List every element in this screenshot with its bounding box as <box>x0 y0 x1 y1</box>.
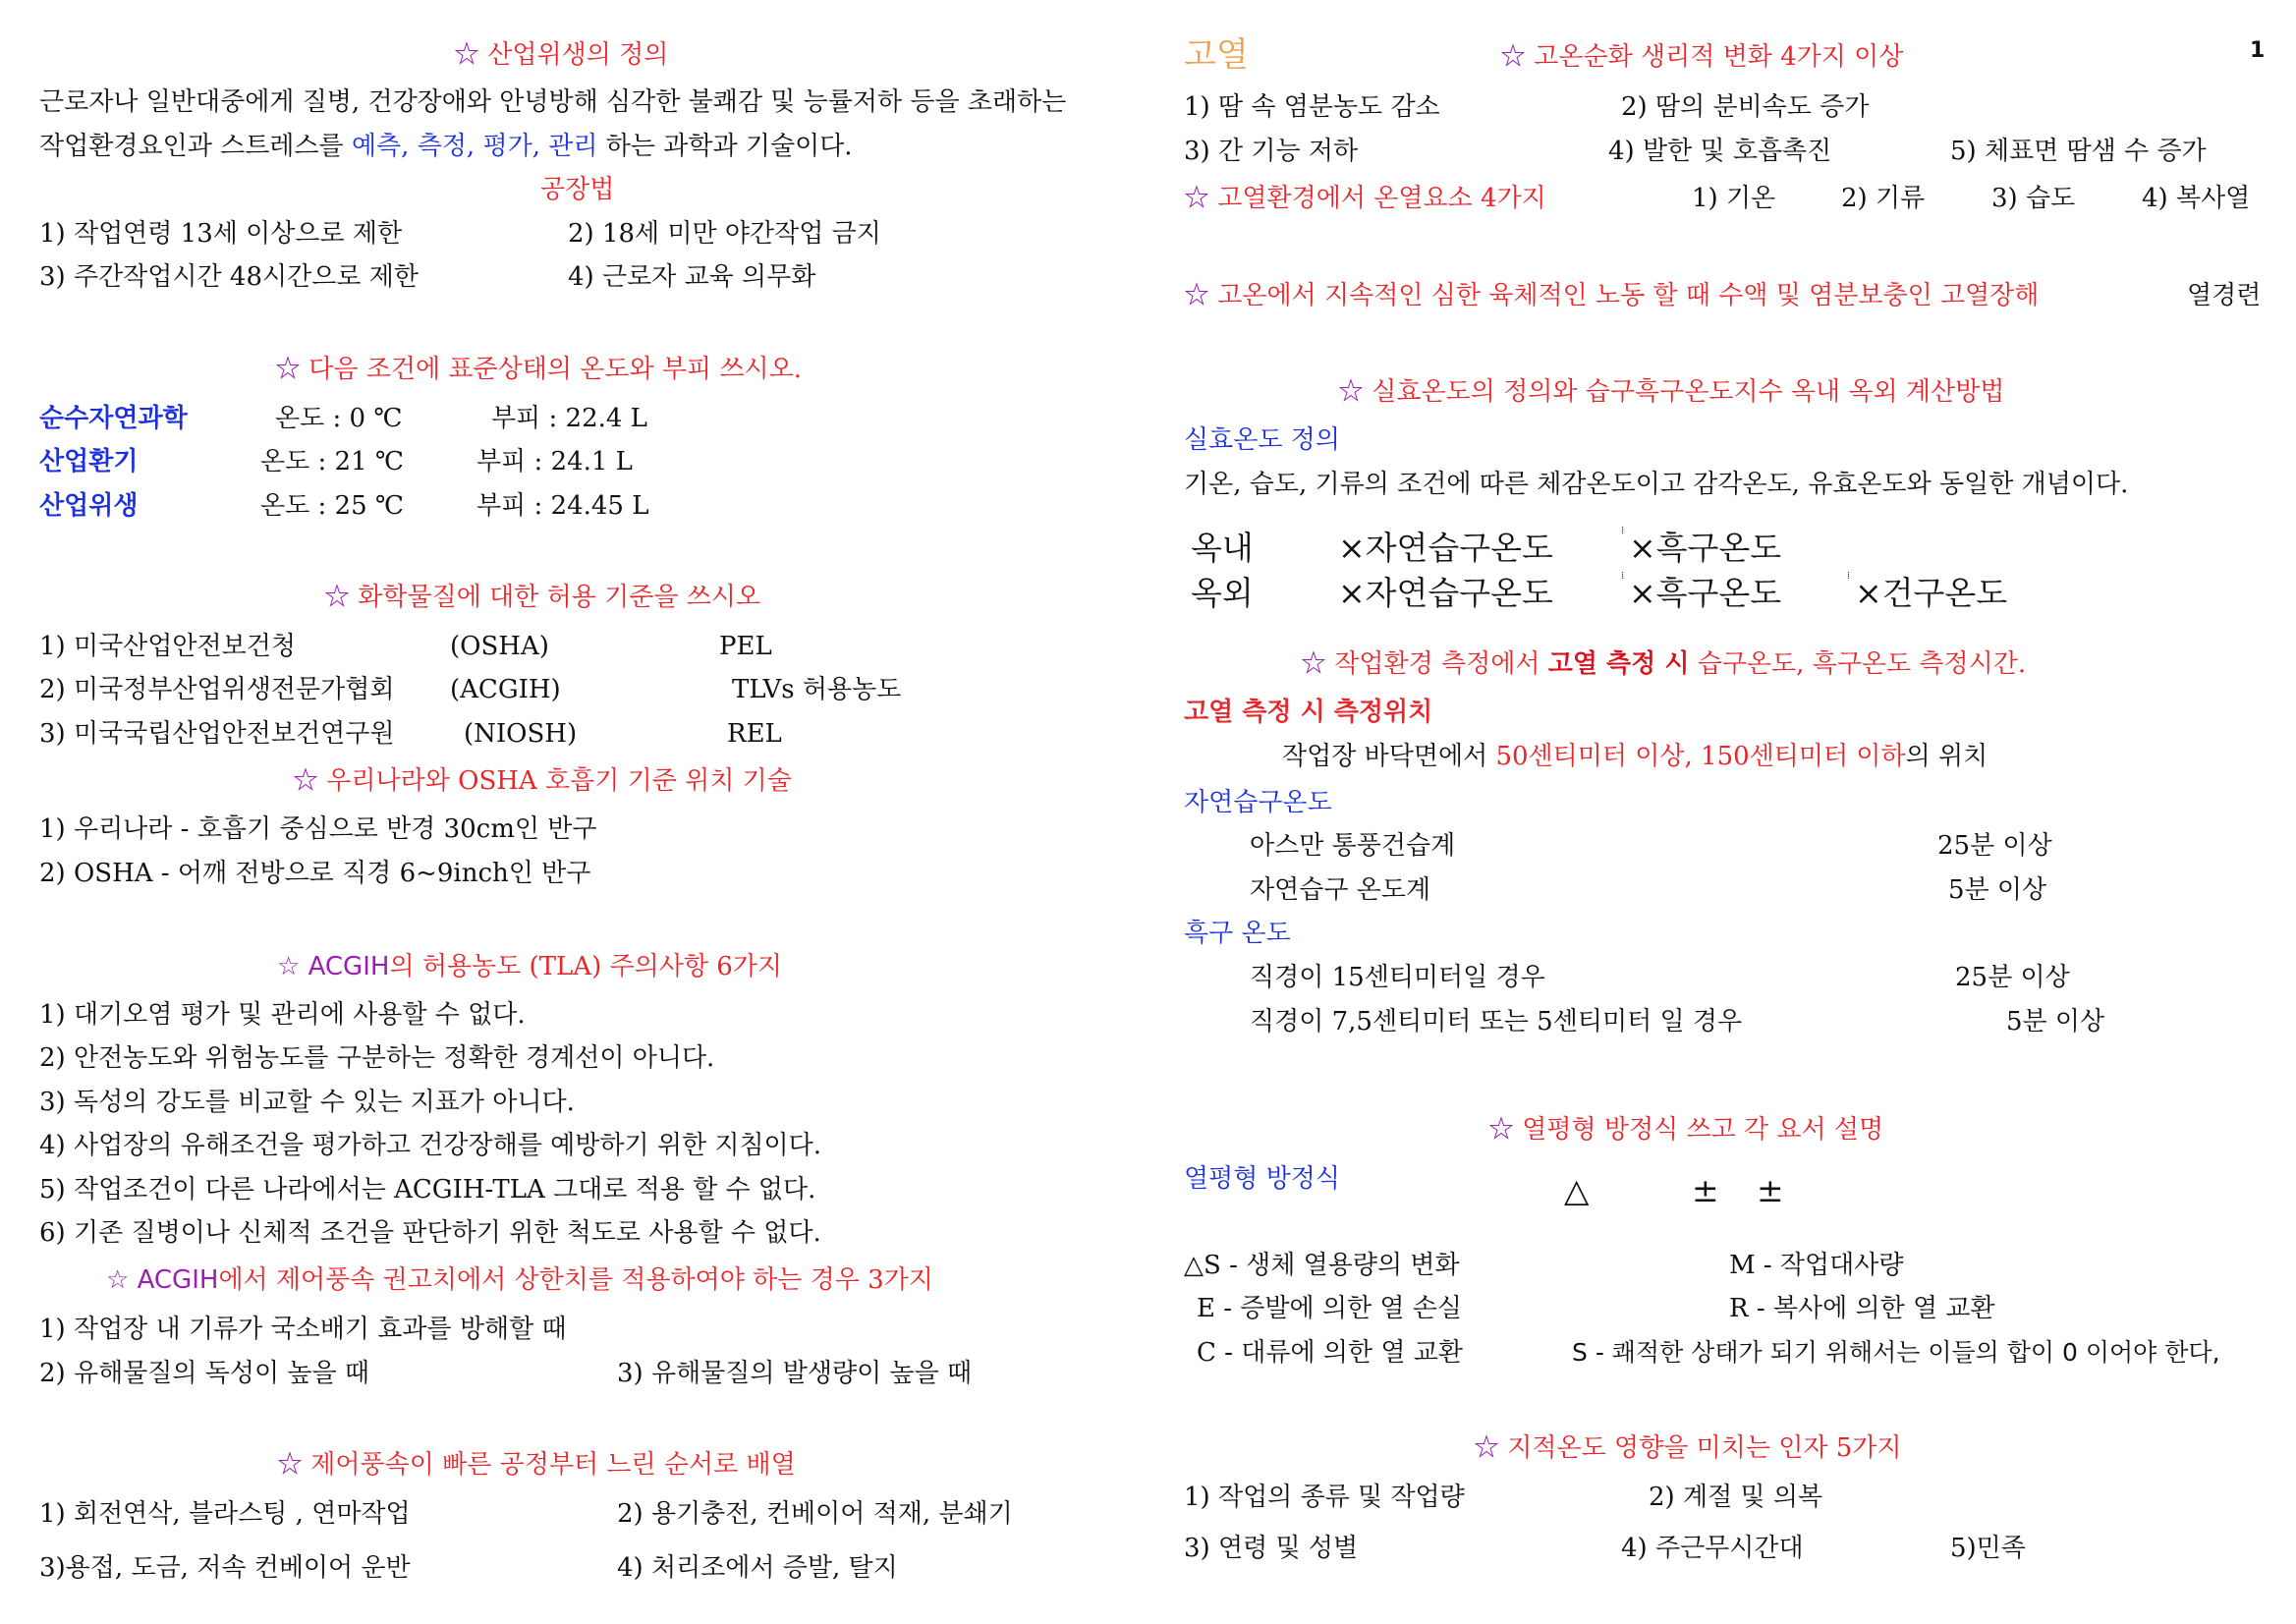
definition-line-2: 작업환경요인과 스트레스를 예측, 측정, 평가, 관리 하는 과학과 기술이다. <box>39 132 853 161</box>
section-title-tla: ☆ ACGIH의 허용농도 (TLA) 주의사항 6가지 <box>277 952 782 981</box>
heat-balance-delta: △ <box>1564 1171 1590 1209</box>
heat-balance-term-r: R - 복사에 의한 열 교환 <box>1729 1294 1995 1323</box>
allowable-abbr-3: (NIOSH) <box>464 719 578 749</box>
order-item-4: 4) 처리조에서 증발, 탈지 <box>617 1553 898 1583</box>
heat-balance-plus-minus-1: ± <box>1692 1171 1719 1209</box>
thermal-factor-4: 4) 복사열 <box>2142 184 2251 213</box>
heat-balance-term-e: E - 증발에 의한 열 손실 <box>1197 1294 1463 1323</box>
upper-item-1: 1) 작업장 내 기류가 국소배기 효과를 방해할 때 <box>39 1315 567 1344</box>
allowable-org-3: 3) 미국국립산업안전보건연구원 <box>39 719 395 749</box>
indoor-label: 옥내 <box>1191 529 1254 567</box>
acclimatization-item-1: 1) 땀 속 염분농도 감소 <box>1184 92 1440 122</box>
thermal-factor-2: 2) 기류 <box>1841 184 1926 213</box>
outdoor-sign-mark-1: ⁞ <box>1621 569 1625 582</box>
section-title-wbgt: ☆ 실효온도의 정의와 습구흑구온도지수 옥내 옥외 계산방법 <box>1338 377 2005 407</box>
section-title-allowable: ☆ 화학물질에 대한 허용 기준을 쓰시오 <box>324 583 761 612</box>
globe-temp-time-2: 5분 이상 <box>2006 1007 2105 1036</box>
tla-item-2: 2) 안전농도와 위험농도를 구분하는 정확한 경계선이 아니다. <box>39 1043 715 1073</box>
outdoor-label: 옥외 <box>1191 574 1254 612</box>
optimal-factor-3: 3) 연령 및 성별 <box>1184 1534 1359 1563</box>
standard-temp-1: 온도 : 0 ℃ <box>275 404 403 433</box>
thermal-factor-3: 3) 습도 <box>1991 184 2076 213</box>
factory-item-3: 3) 주간작업시간 48시간으로 제한 <box>39 262 419 292</box>
globe-temp-item-1: 직경이 15센티미터일 경우 <box>1250 963 1545 992</box>
optimal-factor-1: 1) 작업의 종류 및 작업량 <box>1184 1483 1465 1512</box>
tla-item-4: 4) 사업장의 유해조건을 평가하고 건강장해를 예방하기 위한 지침이다. <box>39 1131 822 1160</box>
section-title-thermal-factors: ☆ 고열환경에서 온열요소 4가지 <box>1184 184 1546 213</box>
section-title-measurement: ☆ 작업환경 측정에서 고열 측정 시 습구온도, 흑구온도 측정시간. <box>1301 649 2027 679</box>
optimal-factor-2: 2) 계절 및 의복 <box>1649 1483 1823 1512</box>
section-title-heat-balance: ☆ 열평형 방정식 쓰고 각 요서 설명 <box>1488 1115 1884 1145</box>
outdoor-sign-mark-2: ⁞ <box>1847 569 1851 582</box>
effective-temp-definition: 기온, 습도, 기류의 조건에 따른 체감온도이고 감각온도, 유효온도와 동일한 개념이다. <box>1184 470 2129 499</box>
allowable-abbr-1: (OSHA) <box>450 632 549 661</box>
optimal-factor-4: 4) 주근무시간대 <box>1621 1534 1804 1563</box>
heat-balance-term-m: M - 작업대사량 <box>1729 1251 1904 1280</box>
factory-item-4: 4) 근로자 교육 의무화 <box>568 262 816 292</box>
standard-volume-2: 부피 : 24.1 L <box>476 447 633 476</box>
optimal-factor-5: 5)민족 <box>1950 1534 2026 1563</box>
upper-item-2: 2) 유해물질의 독성이 높을 때 <box>39 1359 370 1388</box>
tla-item-5: 5) 작업조건이 다른 나라에서는 ACGIH-TLA 그대로 적용 할 수 없다. <box>39 1175 816 1204</box>
natural-wet-bulb-item-1: 아스만 통풍건습계 <box>1250 831 1456 861</box>
standard-label-1: 순수자연과학 <box>39 404 188 433</box>
standard-temp-2: 온도 : 21 ℃ <box>260 447 404 476</box>
tla-item-1: 1) 대기오염 평가 및 관리에 사용할 수 없다. <box>39 1000 526 1030</box>
standard-temp-3: 온도 : 25 ℃ <box>260 491 404 521</box>
globe-temp-time-1: 25분 이상 <box>1955 963 2070 992</box>
order-item-3: 3)용접, 도금, 저속 컨베이어 운반 <box>39 1553 411 1583</box>
section-title-standard-state: ☆ 다음 조건에 표준상태의 온도와 부피 쓰시오. <box>275 355 802 384</box>
allowable-value-3: REL <box>727 719 782 749</box>
factory-item-2: 2) 18세 미만 야간작업 금지 <box>568 219 881 249</box>
acclimatization-item-3: 3) 간 기능 저하 <box>1184 137 1359 166</box>
acclimatization-item-5: 5) 체표면 땀샘 수 증가 <box>1950 137 2207 166</box>
globe-temp-label: 흑구 온도 <box>1184 919 1291 948</box>
indoor-sign-mark: ⁞ <box>1621 524 1625 536</box>
acclimatization-item-4: 4) 발한 및 호흡촉진 <box>1608 137 1832 166</box>
indoor-term-globe: ×흑구온도 <box>1629 529 1782 567</box>
order-item-1: 1) 회전연삭, 블라스팅 , 연마작업 <box>39 1499 411 1529</box>
natural-wet-bulb-item-2: 자연습구 온도계 <box>1250 875 1431 905</box>
standard-label-3: 산업위생 <box>39 491 139 521</box>
upper-item-3: 3) 유해물질의 발생량이 높을 때 <box>617 1359 973 1388</box>
section-title-heat-cramp: ☆ 고온에서 지속적인 심한 육체적인 노동 할 때 수액 및 염분보충인 고열장해 <box>1184 281 2040 310</box>
section-title-acclimatization: ☆ 고온순화 생리적 변화 4가지 이상 <box>1500 42 1904 72</box>
section-title-optimal-temp: ☆ 지적온도 영향을 미치는 인자 5가지 <box>1474 1433 1902 1463</box>
allowable-value-2: TLVs 허용농도 <box>732 675 902 704</box>
acclimatization-item-2: 2) 땀의 분비속도 증가 <box>1621 92 1870 122</box>
natural-wet-bulb-time-1: 25분 이상 <box>1937 831 2052 861</box>
thermal-factor-1: 1) 기온 <box>1692 184 1776 213</box>
allowable-value-1: PEL <box>719 632 772 661</box>
tla-item-6: 6) 기존 질병이나 신체적 조건을 판단하기 위한 척도로 사용할 수 없다. <box>39 1218 821 1248</box>
heat-balance-term-c: C - 대류에 의한 열 교환 <box>1197 1338 1463 1368</box>
factory-item-1: 1) 작업연령 13세 이상으로 제한 <box>39 219 403 249</box>
breathing-item-2: 2) OSHA - 어깨 전방으로 직경 6~9inch인 반구 <box>39 859 591 888</box>
measurement-position-label: 고열 측정 시 측정위치 <box>1184 698 1433 727</box>
section-title-definition: ☆ 산업위생의 정의 <box>454 40 669 70</box>
natural-wet-bulb-time-2: 5분 이상 <box>1948 875 2047 905</box>
section-title-capture-velocity: ☆ 제어풍속이 빠른 공정부터 느린 순서로 배열 <box>277 1450 796 1480</box>
standard-volume-3: 부피 : 24.45 L <box>476 491 649 521</box>
heat-balance-note: S - 쾌적한 상태가 되기 위해서는 이들의 합이 0 이어야 한다, <box>1572 1338 2220 1367</box>
breathing-item-1: 1) 우리나라 - 호흡기 중심으로 반경 30cm인 반구 <box>39 814 597 844</box>
globe-temp-item-2: 직경이 7,5센티미터 또는 5센티미터 일 경우 <box>1250 1007 1743 1036</box>
natural-wet-bulb-label: 자연습구온도 <box>1184 788 1332 817</box>
heat-balance-plus-minus-2: ± <box>1757 1171 1784 1209</box>
heat-cramp-answer: 열경련 <box>2187 281 2262 310</box>
allowable-org-2: 2) 미국정부산업위생전문가협회 <box>39 675 395 704</box>
allowable-abbr-2: (ACGIH) <box>450 675 561 704</box>
allowable-org-1: 1) 미국산업안전보건청 <box>39 632 296 661</box>
effective-temp-label: 실효온도 정의 <box>1184 425 1340 455</box>
order-item-2: 2) 용기충전, 컨베이어 적재, 분쇄기 <box>617 1499 1013 1529</box>
factory-law-title: 공장법 <box>540 175 615 204</box>
heat-balance-label: 열평형 방정식 <box>1184 1164 1340 1194</box>
measurement-position-text: 작업장 바닥면에서 50센티미터 이상, 150센티미터 이하의 위치 <box>1282 742 1988 771</box>
outdoor-term-globe: ×흑구온도 <box>1629 574 1782 612</box>
heat-section-label: 고열 <box>1184 35 1249 75</box>
outdoor-term-dry-bulb: ×건구온도 <box>1855 574 2008 612</box>
indoor-term-natural-wet-bulb: ×자연습구온도 <box>1338 529 1553 567</box>
tla-item-3: 3) 독성의 강도를 비교할 수 있는 지표가 아니다. <box>39 1088 575 1117</box>
standard-label-2: 산업환기 <box>39 447 139 476</box>
section-title-upper-limit: ☆ ACGIH에서 제어풍속 권고치에서 상한치를 적용하여야 하는 경우 3가지 <box>106 1265 933 1295</box>
section-title-breathing-zone: ☆ 우리나라와 OSHA 호흡기 기준 위치 기술 <box>293 766 792 796</box>
definition-line-1: 근로자나 일반대중에게 질병, 건강장애와 안녕방해 심각한 불쾌감 및 능률저하 등을 초래하는 <box>39 87 1067 117</box>
outdoor-term-natural-wet-bulb: ×자연습구온도 <box>1338 574 1553 612</box>
page-number: 1 <box>2250 38 2266 63</box>
heat-balance-term-s: △S - 생체 열용량의 변화 <box>1184 1251 1460 1280</box>
standard-volume-1: 부피 : 22.4 L <box>491 404 647 433</box>
